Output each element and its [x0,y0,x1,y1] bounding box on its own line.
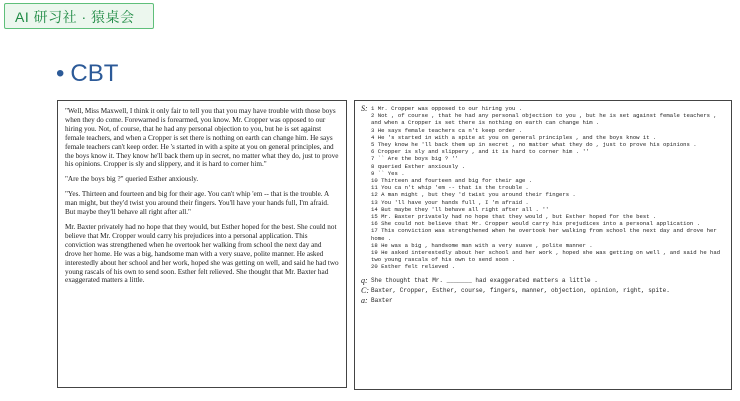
sentence-line: 9 `` Yes . [371,169,405,177]
bullet-icon: • [56,60,65,87]
sentence-line: 1 Mr. Cropper was opposed to our hiring you . [371,105,523,112]
passage-paragraph: "Yes. Thirteen and fourteen and big for their age. You can't whip 'em -- that is the trouble. A man might, but they'd twist you around their fingers. You'll have your hands full, I'm afraid. But maybe they'll behave all right after all." [65,190,329,217]
sentence-line: 3 He says female teachers ca n't keep order . [371,126,523,134]
cbt-example-panel [354,100,732,390]
sentence-line: 6 Cropper is sly and slippery , and it is hard to corner him . '' [371,148,590,156]
sentence-line: 2 Not , of course , that he had any personal objection to you , but he is set against female teachers , and when a Cropper is set there is nothing on earth can change him . [371,112,717,127]
sentence-line: 16 She could not believe that Mr. Cropper would carry his prejudices into a personal application . [371,220,700,228]
sentence-line: 10 Thirteen and fourteen and big for their age . [371,177,533,185]
answer-text: Baxter [371,297,393,305]
top-bar [0,0,740,34]
sentence-line: 5 They know he 'll back them up in secret , no matter what they do , just to prove his opinions . [371,141,697,149]
answer-row [361,297,725,304]
sentence-line: 15 Mr. Baxter privately had no hope that they would , but Esther hoped for the best . [371,213,657,221]
sentence-line: 20 Esther felt relieved . [371,263,455,271]
sentence-line: 13 You 'll have your hands full , I 'm afraid . [371,198,529,206]
passage-paragraph: "Well, Miss Maxwell, I think it only fair to tell you that you may have trouble with those boys when they do come. Forewarned is forearmed, you know. Mr. Cropper was opposed to our hiring you. Not, of course, that he had any personal objection to you, but he is set against female teachers, and when a Cropper is set there is nothing on earth can change him. He says female teachers can't keep order. He 's started in with a spite at you on general principles, and the boys know it. They know he'll back them up in secret, no matter what they do, just to prove his opinions. Cropper is sly and slippery, and it is hard to corner him." [65,107,339,169]
question-text: She thought that Mr. _______ had exaggerated matters a little . [371,276,598,284]
sentence-line: 7 `` Are the boys big ? '' [371,155,459,163]
sentence-line: 14 But maybe they 'll behave all right after all . '' [371,205,549,213]
slide-title [56,60,118,88]
candidates-row [361,287,725,294]
a-tag: a: [361,296,368,306]
sentence-line: 4 He 's started in with a spite at you on general principles , and the boys know it . [371,133,657,141]
q-tag: q: [361,275,368,285]
passage-paragraph: Mr. Baxter privately had no hope that they would, but Esther hoped for the best. She could not believe that Mr. Cropper would carry his prejudices into a personal application. This conviction was strengthened when he overtook her walking from school the next day and drove her home. He was a big, handsome man with a very suave, polite manner. He asked interestedly about her school and her work, hoped she was getting on well, and said he had two young rascals of his own to send soon. Esther felt relieved. She thought that Mr. Baxter had exaggerated matters a little. [65,222,339,285]
sentence-line: 12 A man might , but they 'd twist you around their fingers . [371,191,576,199]
s-tag: S: [361,104,368,113]
sentence-line: 17 This conviction was strengthened when he overtook her walking from school the next day and drove her home . [371,227,717,242]
sentence-line: 18 He was a big , handsome man with a very suave , polite manner . [371,241,593,249]
sentence-list [371,105,725,271]
question-row [361,277,725,284]
candidates-text: Baxter, Cropper, Esther, course, fingers, manner, objection, opinion, right, spite. [371,286,670,294]
story-passage-panel [57,100,347,388]
sentence-line: 8 queried Esther anxiously . [371,162,465,170]
sentence-line: 11 You ca n't whip 'em -- that is the trouble . [371,184,529,192]
slide-title-text: CBT [70,60,119,87]
sentences-row [361,105,725,271]
passage-paragraph: "Are the boys big ?" queried Esther anxiously. [65,175,199,184]
brand-badge: AI 研习社 · 猿桌会 [4,3,154,29]
sentence-line: 19 He asked interestedly about her school and her work , hoped she was getting on well , and said he had two young rascals of his own to send soon . [371,249,721,264]
c-tag: C: [361,285,369,295]
